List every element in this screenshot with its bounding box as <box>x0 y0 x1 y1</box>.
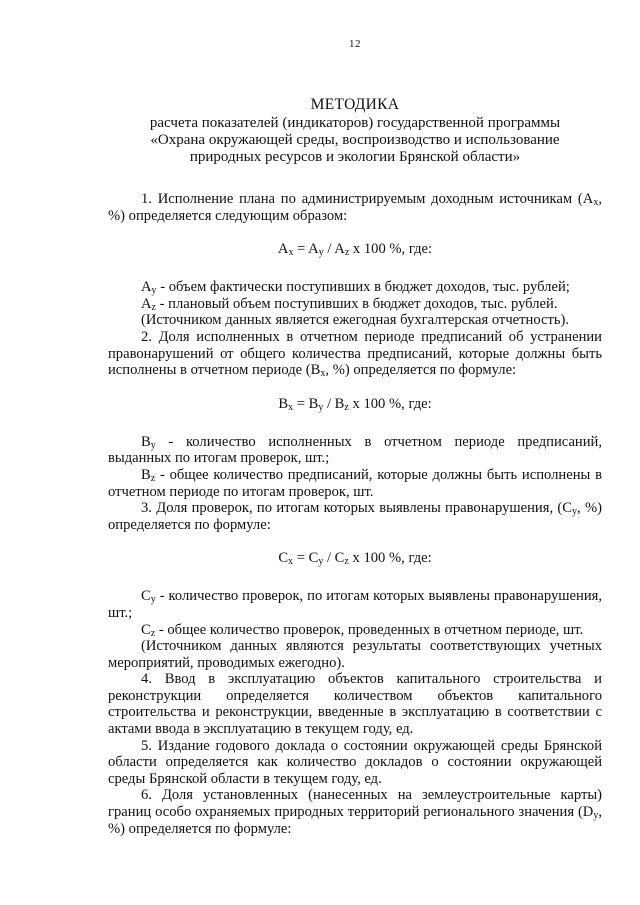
title-block <box>108 96 602 166</box>
data-source-1: (Источником данных является ежегодная бухгалтерская отчетность). <box>141 312 569 329</box>
definition-az: $A_z$ - плановый объем поступивших в бюджет доходов, тыс. рублей. <box>141 295 558 313</box>
paragraph-1: 1. Исполнение плана по администрируемым доходным источникам ($A_x$, %) определяется следующим образом: <box>108 191 602 224</box>
definition-bz: $B_z$ - общее количество предписаний, которые должны быть исполнены в отчетном периоде по итогам проверок, шт. <box>108 466 602 500</box>
definition-by: $B_y$ - количество исполненных в отчетном периоде предписаний, выданных по итогам проверок, шт.; <box>108 433 602 467</box>
definition-cz: $C_z$ - общее количество проверок, проведенных в отчетном периоде, шт. <box>141 621 584 639</box>
definition-ay: $A_y$ - объем фактически поступивших в бюджет доходов, тыс. рублей; <box>141 279 570 297</box>
paragraph-2: 2. Доля исполненных в отчетном периоде предписаний об устранении правонарушений от общего количества предписаний, которые должны быть исполнены в отчетном периоде ($B_x$, %) определяется по формуле: <box>108 328 602 380</box>
document-heading: МЕТОДИКА <box>310 96 400 113</box>
formula-c: $C_x = C_y / C_z$ x 100 %, где: <box>278 550 432 568</box>
title-line: природных ресурсов и экологии Брянской области» <box>189 149 521 165</box>
title-line: расчета показателей (индикаторов) государственной программы <box>149 115 561 131</box>
title-line: «Охрана окружающей среды, воспроизводство и использование <box>150 132 560 148</box>
definition-cy: $C_y$ - количество проверок, по итогам которых выявлены правонарушения, шт.; <box>108 588 602 621</box>
paragraph-6: 6. Доля установленных (нанесенных на землеустроительные карты) границ особо охраняемых природных территорий регионального значения ($D_y$, %) определяется по формуле: <box>108 787 602 837</box>
paragraph-5: 5. Издание годового доклада о состоянии окружающей среды Брянской области определяется как количество докладов о состоянии окружающей среды Брянской области в текущем году, ед. <box>108 737 602 787</box>
page-number: 12 <box>349 38 361 50</box>
formula-b: $B_x = B_y / B_z$ x 100 %, где: <box>278 395 432 413</box>
paragraph-4: 4. Ввод в эксплуатацию объектов капитального строительства и реконструкции определяется количеством объектов капитального строительства и реконструкции, введенные в эксплуатацию в соответствии с актами ввода в эксплуатацию в текущем году, ед. <box>108 671 602 738</box>
document-page <box>108 38 602 837</box>
data-source-3: (Источником данных являются результаты соответствующих учетных мероприятий, проводимых ежегодно). <box>108 638 602 671</box>
paragraph-3: 3. Доля проверок, по итогам которых выявлены правонарушения, ($C_y$, %) определяется по формуле: <box>108 500 602 533</box>
formula-a: $A_x = A_y / A_z$ x 100 %, где: <box>277 241 433 259</box>
